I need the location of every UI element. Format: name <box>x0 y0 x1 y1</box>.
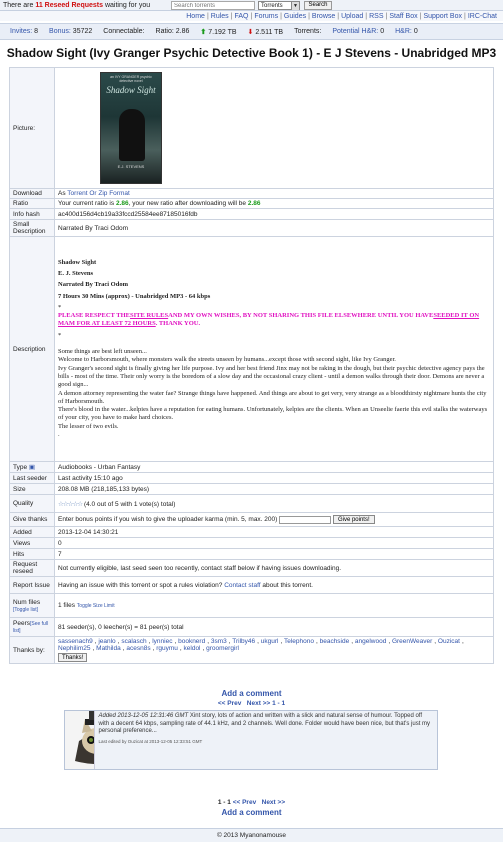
page-range: 1 - 1 <box>217 799 231 806</box>
thanks-button[interactable]: Thanks! <box>58 653 87 662</box>
size-label: Size <box>10 484 55 495</box>
reseed-message <box>0 2 150 9</box>
comments-pager-bottom <box>0 799 503 806</box>
torrents-stat <box>294 28 321 35</box>
potential-hnr-stat <box>332 28 384 35</box>
hnr-stat <box>395 28 418 35</box>
row-quality <box>10 495 494 513</box>
potential-hnr-link[interactable]: Potential H&R: <box>332 28 379 35</box>
desc-p3: Ivy Granger's second sight is finally giving her life purpose. Ivy and her best friend Jinx may not be raking in the dough, but their psychic detective agency pays the bills - most of the time. Their only worry is the boredom of a slow day and the occasional crazy client - until a demon walks through their door. Demons are never a good sign... <box>58 364 485 389</box>
type-value: Audiobooks - Urban Fantasy <box>55 462 494 473</box>
add-comment-top <box>0 689 503 698</box>
thanks-by-cell <box>55 637 494 664</box>
row-hits <box>10 549 494 560</box>
row-peers <box>10 618 494 637</box>
views-label: Views <box>10 538 55 549</box>
desc-p4: A demon attorney representing the water fae? Strange things have happened. And things are about to get very, very strange as a bloodthirsty nightmare hunts the city of Harborsmouth. <box>58 389 487 405</box>
reseed-message-suffix: waiting for you <box>104 1 151 9</box>
page-range-link[interactable]: 1 - 1 <box>272 700 286 707</box>
report-suffix: about this torrent. <box>262 581 313 589</box>
num-files-label <box>10 594 55 618</box>
thanks-user-link[interactable]: groomergirl <box>206 645 239 652</box>
next-page-link[interactable]: Next >> <box>261 799 286 806</box>
thanks-users: sassenach9 , jeanlo , scalasch , lynniec , booknerd , 3sm3 , Trilby46 , ukgurl , Telephono , beachside , angelwood , GreenWeaver , Ouzicat , Nephilim25 , Mathilda , acesn8s , rguymu , keldol , groomergirl <box>58 638 464 652</box>
picture-label: Picture: <box>10 68 55 189</box>
hits-label: Hits <box>10 549 55 560</box>
reseed-message-prefix: There are <box>3 1 34 9</box>
peers-value: 81 seeder(s), 0 leecher(s) = 81 peer(s) total <box>55 618 494 637</box>
connectable-label: Connectable: <box>103 28 145 35</box>
desc-warning <box>58 312 490 329</box>
upload-stat <box>200 28 236 36</box>
category-select[interactable] <box>258 1 300 10</box>
thanks-by-label: Thanks by: <box>10 637 55 664</box>
thanks-user-link[interactable]: lynniec <box>152 638 173 645</box>
bonus-label: Bonus: <box>49 28 71 35</box>
category-select-value: Torrents <box>261 3 283 9</box>
give-thanks-label: Give thanks <box>10 513 55 527</box>
prev-page-link[interactable]: << Prev <box>217 700 242 707</box>
row-num-files <box>10 594 494 618</box>
thanks-user-link[interactable]: jeanlo <box>98 638 116 645</box>
thanks-user-link[interactable]: beachside <box>319 638 350 645</box>
invites-stat <box>10 28 38 35</box>
thanks-user-link[interactable]: ukgurl <box>260 638 279 645</box>
reseed-value: Not currently eligible, last seed seen too recently, contact staff below if having issues downloading. <box>55 560 494 577</box>
thanks-user-link[interactable]: 3sm3 <box>210 638 227 645</box>
thanks-user-link[interactable]: Ouzicat <box>437 638 460 645</box>
give-points-button[interactable]: Give points! <box>333 515 375 524</box>
nav-guides[interactable]: Guides <box>283 12 307 20</box>
thanks-user-link[interactable]: keldol <box>183 645 201 652</box>
nav-browse[interactable]: Browse <box>311 12 336 20</box>
potential-hnr-value: 0 <box>380 28 385 35</box>
comment-text: Xint story, lots of action and written with a slick and natural sense of humour. Topped off with a decent 64 kbps, sampling rate of 44.1 kHz, and 2 channels. Well done. Folder would have been nice, but that's just my personal preference... <box>98 713 431 734</box>
download-arrow-icon: ⬇ <box>247 28 254 36</box>
infohash-value: ac400d156d4cb19a33fccd25584ee87185016fdb <box>55 209 494 220</box>
torrent-details-table <box>9 67 494 664</box>
info-icon: ▣ <box>28 464 36 471</box>
quality-label: Quality <box>10 495 55 513</box>
upload-arrow-icon: ⬆ <box>200 28 207 36</box>
invites-label: Invites: <box>10 28 33 35</box>
nav-home[interactable]: Home <box>186 12 205 20</box>
download-prefix: As <box>58 190 66 197</box>
row-ratio <box>10 199 494 209</box>
row-size <box>10 484 494 495</box>
comment-body <box>95 711 437 769</box>
row-last-seeder <box>10 473 494 484</box>
reseed-label: Request reseed <box>10 560 55 577</box>
ratio-value: 2.86 <box>175 28 190 35</box>
hits-value: 7 <box>55 549 494 560</box>
avatar <box>65 711 95 769</box>
num-files-value: 1 files <box>58 602 75 609</box>
bonus-points-input[interactable] <box>279 516 331 524</box>
add-comment-link[interactable]: Add a comment <box>221 689 282 698</box>
small-desc-value: Narrated By Traci Odom <box>55 220 494 237</box>
quality-cell <box>55 495 494 513</box>
row-views <box>10 538 494 549</box>
give-thanks-cell <box>55 513 494 527</box>
thanks-user-link[interactable]: rguymu <box>156 645 178 652</box>
thanks-user-link[interactable]: GreenWeaver <box>391 638 433 645</box>
nav-rules[interactable]: Rules <box>210 12 229 20</box>
prev-page-link[interactable]: << Prev <box>232 799 257 806</box>
row-type <box>10 462 494 473</box>
ratio-text-1: Your current ratio is <box>58 200 115 207</box>
ratio-label: Ratio: <box>155 28 174 35</box>
download-cell <box>55 189 494 199</box>
ratio-current: 2.86 <box>115 200 129 207</box>
row-download <box>10 189 494 199</box>
bonus-stat <box>49 28 92 35</box>
desc-p6: The lesser of two evils. <box>58 422 119 430</box>
upload-value: 7.192 TB <box>208 28 237 36</box>
ratio-row-label: Ratio <box>10 199 55 209</box>
ratio-stat <box>156 28 190 35</box>
reseed-requests-link[interactable]: 11 Reseed Requests <box>35 1 104 9</box>
add-comment-bottom <box>0 808 503 817</box>
page-title: Shadow Sight (Ivy Granger Psychic Detective Book 1) - E J Stevens - Unabridged MP3 <box>6 46 497 60</box>
hnr-link[interactable]: H&R: <box>395 28 412 35</box>
nav-upload[interactable]: Upload <box>341 12 364 20</box>
thanks-user-link[interactable]: booknerd <box>178 638 206 645</box>
connectable-stat <box>103 28 144 35</box>
cover-figure <box>119 109 145 161</box>
nav-irc-chat[interactable]: IRC-Chat <box>467 12 497 20</box>
user-stats-bar <box>0 23 503 40</box>
type-label-text: Type <box>13 464 28 471</box>
row-infohash <box>10 209 494 220</box>
hnr-value: 0 <box>413 28 418 35</box>
warn-text-1: PLEASE RESPECT THE <box>58 312 131 320</box>
search-input[interactable] <box>171 1 255 10</box>
warn-text-2: AND MY OWN WISHES, BY NOT SHARING THIS FILE ELSEWHERE UNTIL YOU HAVE <box>168 312 434 320</box>
toggle-file-list-link[interactable]: [Toggle list] <box>13 606 39 613</box>
desc-p2: Welcome to Harborsmouth, where monsters walk the streets unseen by humans...except those with second sight, like Ivy Granger. <box>58 356 396 364</box>
bonus-value: 35722 <box>72 28 93 35</box>
warn-seed-text: SEEDED IT ON MAM FOR AT LEAST 72 HOURS <box>58 312 480 328</box>
desc-author: E. J. Stevens <box>58 269 94 277</box>
nav-staff-box[interactable]: Staff Box <box>389 12 418 20</box>
contact-staff-link[interactable]: Contact staff <box>224 581 261 589</box>
site-rules-link-text: SITE RULES <box>130 312 169 320</box>
num-files-cell <box>55 594 494 618</box>
nav-forums[interactable]: Forums <box>254 12 279 20</box>
views-value: 0 <box>55 538 494 549</box>
comments-pager-top <box>0 700 503 707</box>
rating-stars-icon[interactable]: ☆☆☆☆☆ <box>58 500 83 508</box>
site-rules-link[interactable] <box>130 312 168 319</box>
torrents-label: Torrents: <box>294 28 322 35</box>
download-value: 2.511 TB <box>255 28 284 36</box>
quality-value: (4.0 out of 5 with 1 vote(s) total) <box>83 500 176 508</box>
cover-image[interactable] <box>100 72 162 184</box>
thanks-user-link[interactable]: scalasch <box>121 638 147 645</box>
description-body: Shadow Sight E. J. Stevens Narrated By Traci Odom 7 Hours 30 Mins (approx) - Unabridged MP3 - 64 kbps * PLEASE RESPECT THESITE RULESAND MY OWN WISHES, BY NOT SHARING THIS FILE ELSEWHERE UNTIL YOU HAVESEEDED IT ON MAM FOR AT LEAST 72 HOURS. THANK YOU. * Some things are best left unseen... Welcome to Harborsmouth, where monsters walk the streets unseen by humans...except those with second sight, like Ivy Granger. Ivy Granger's second sight is finally giving her life purpose. Ivy and her best friend Jinx may not be raking in the dough, but their psychic detective agency pays the bills - most of the time. Their only worry is the boredom of a slow day and the occasional crazy client - until a demon walks through their door. Demons are never a good sign... A demon attorney representing the water fae? Strange things have happened. And things are about to get very, very strange as a bloodthirsty nightmare hunts the city of Harborsmouth. There's blood in the water...kelpies have a reputation for eating humans. Unfortunately, kelpies are the clients. When an Unseelie faerie this evil stalks the waterways of your city, you have to make hard choices. The lesser of two evils. . <box>55 237 494 462</box>
size-value: 208.08 MB (218,185,133 bytes) <box>55 484 494 495</box>
added-label: Added <box>10 527 55 538</box>
see-full-peer-list-link[interactable]: [See full list] <box>13 621 49 634</box>
nav-rss[interactable]: RSS <box>369 12 384 20</box>
comment-edited: Last edited by Ouzicat at 2013-12-05 12:33:51 GMT <box>98 738 203 744</box>
next-page-link[interactable]: Next >> <box>246 700 271 707</box>
desc-length: 7 Hours 30 Mins (approx) - Unabridged MP3 - 64 kbps <box>58 292 211 300</box>
last-seeder-label: Last seeder <box>10 473 55 484</box>
desc-p5: There's blood in the water...kelpies have a reputation for eating humans. Unfortunately, kelpies are the clients. When an Unseelie faerie this evil stalks the waterways of your city, you have to make hard choices. <box>58 406 488 422</box>
report-label: Report Issue <box>10 577 55 594</box>
peers-label-text: Peers <box>13 620 30 627</box>
chevron-down-icon: ▼ <box>291 2 299 10</box>
num-files-label-text: Num files <box>13 598 41 606</box>
comment-date: Added 2013-12-05 12:31:46 GMT <box>98 713 189 719</box>
add-comment-link[interactable]: Add a comment <box>221 808 282 817</box>
infohash-label: Info hash <box>10 209 55 220</box>
row-thanks-by <box>10 637 494 664</box>
top-bar <box>0 0 503 11</box>
row-request-reseed <box>10 560 494 577</box>
thanks-user-link[interactable]: sassenach9 <box>58 638 93 645</box>
ratio-new: 2.86 <box>247 200 261 207</box>
ratio-cell <box>55 199 494 209</box>
row-give-thanks <box>10 513 494 527</box>
picture-cell <box>55 68 494 189</box>
peers-label <box>10 618 55 637</box>
thanks-user-link[interactable]: Nephilim25 <box>58 645 91 652</box>
description-label: Description <box>10 237 55 462</box>
row-added <box>10 527 494 538</box>
invites-value: 8 <box>34 28 39 35</box>
row-small-description <box>10 220 494 237</box>
type-label <box>10 462 55 473</box>
thanks-user-link[interactable]: Telephono <box>283 638 314 645</box>
row-picture <box>10 68 494 189</box>
cover-author: E.J. STEVENS <box>117 164 145 169</box>
nav-support-box[interactable]: Support Box <box>423 12 462 20</box>
added-value: 2013-12-04 14:30:21 <box>55 527 494 538</box>
thanks-user-link[interactable]: Trilby46 <box>232 638 256 645</box>
row-report-issue <box>10 577 494 594</box>
row-description <box>10 237 494 462</box>
download-label: Download <box>10 189 55 199</box>
small-desc-label: Small Description <box>10 220 55 237</box>
thanks-user-link[interactable]: Mathilda <box>96 645 121 652</box>
toggle-size-limit-link[interactable]: Toggle Size Limit <box>76 603 115 609</box>
report-cell <box>55 577 494 594</box>
desc-p1: Some things are best left unseen... <box>58 348 147 356</box>
thanks-user-link[interactable]: acesn8s <box>126 645 151 652</box>
desc-narrator: Narrated By Traci Odom <box>58 281 128 289</box>
comment <box>64 710 438 770</box>
report-prefix: Having an issue with this torrent or spot a rules violation? <box>58 581 223 589</box>
download-torrent-link[interactable]: Torrent Or Zip Format <box>67 190 130 197</box>
download-stat <box>248 28 284 36</box>
footer: © 2013 Myanonamouse <box>0 828 503 842</box>
last-seeder-value: Last activity 15:10 ago <box>55 473 494 484</box>
ratio-text-2: , your new ratio after downloading will be <box>128 200 247 207</box>
main-nav: Home | Rules | FAQ | Forums | Guides | Browse | Upload | RSS | Staff Box | Support Box | IRC-Chat <box>0 11 503 21</box>
cover-title: Shadow Sight <box>106 85 156 95</box>
warn-text-3: . THANK YOU. <box>155 320 201 328</box>
thanks-user-link[interactable]: angelwood <box>354 638 387 645</box>
search-button[interactable]: Search <box>304 1 332 10</box>
desc-title: Shadow Sight <box>58 258 97 266</box>
give-thanks-text: Enter bonus points if you wish to give the uploader karma (min. 5, max. 200) <box>58 516 278 524</box>
cover-tagline: an IVY GRANGER psychic detective novel <box>110 75 152 83</box>
nav-faq[interactable]: FAQ <box>234 12 249 20</box>
